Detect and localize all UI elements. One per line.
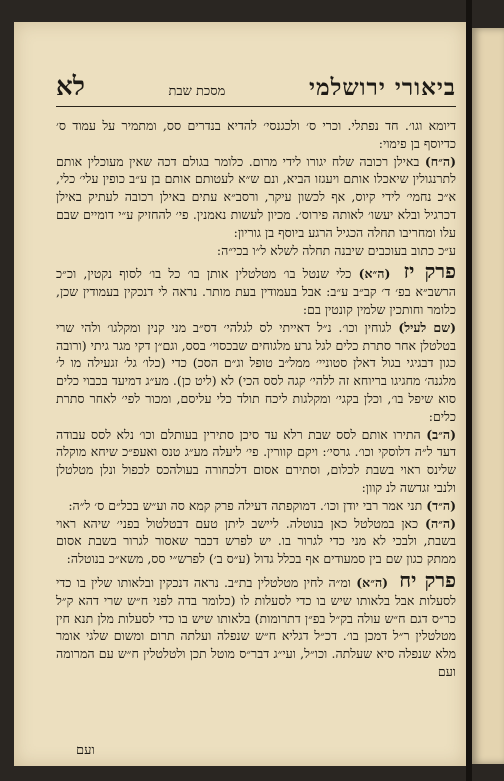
tractate-name: מסכת שבת: [168, 84, 226, 99]
halakha-label: (ה״א): [358, 266, 391, 282]
paragraph: [56, 259, 456, 318]
paragraph: [56, 426, 456, 497]
paragraph: [56, 497, 456, 515]
running-header: [56, 72, 456, 107]
paragraph-text: כאן במטלטל כאן בנוטלה. ליישב ליתן טעם דבטלטול בפני׳ שיהא ראוי בשבת, ולבכי לא מני כדי לגרור בו. יש לפרש דכבר שאסור לגרור בשבת אסום ממתק כגון שם בין סמעודים אף בכלל גדול (ע״ס ב׳) לפרש״י סס, משא״כ בנוטלה:: [56, 515, 456, 567]
paragraph-text: ע״כ כתוב בעוכבים שיבנה תחלה לשלא ל״ו בכי״ה:: [216, 242, 456, 258]
halakha-label: (שם לעיל): [398, 319, 456, 335]
paragraph-text: כלי שנטל בו׳ מטלטלין אותן בו׳ כל בו׳ לסוף נקטין, וכ״כ הרשב״א בפ׳ ד׳ קב״ב ע״ב: אבל בעמודין בעת מותר. נראה לי דנכקין בעמודין שכן, כלומר וחותכין שלמין קונטין בם:: [56, 266, 456, 317]
paragraph-text: תני אמר רבי יודן וכו׳. דמוקפתה דעילה פרק קמא סה וע״ש בכל״ם ס׳ ל״ה:: [68, 497, 423, 513]
book-title: ביאורי ירושלמי: [308, 74, 456, 101]
page-content: [56, 72, 456, 681]
paragraph: [56, 567, 456, 681]
halakha-label: (ה״א): [356, 574, 389, 590]
paragraph-text: באילן רכובה שלח יגורו לידי מרום. כלומר בגולם דכה שאין מעוכלין אותם לתרנגולין שיאכלו אותם ויעגזו הביא, ונם ש״א לעטותם אותם בן ע״ב כופין עלי׳ כלי, א״כ נחמי׳ לידי קיוס, אף לכשון עיקר, ורסב״א עתים באילן רכובה לעתיק באילן דכרגיל ובלא יעשו׳ לאותה פירוס׳. מכיון לעשות נאמנין. פי׳ להחזיק ע״י דומיים שבם עלו ומחריבו תחלה הכגיל הרגע ביוסף בן גוריון:: [56, 153, 456, 240]
catchword: ועם: [76, 743, 95, 758]
paragraph: [56, 319, 456, 426]
halakha-label: (ה״ח): [424, 153, 456, 169]
chapter-heading: פרק יח: [399, 567, 456, 592]
folio-number: לא: [56, 72, 85, 102]
paragraph: [56, 242, 456, 260]
paragraph-text: התירו אותם לסס שבת רלא עד סיכן סתירין בעותלם וכו׳ נלא לסס עבודה דעד ל״ה דלוסקי וכו׳. גרסי׳: ויקם קוורין. פי׳ ליעלה מע״ג טנס ואעפ״כ שיחא מוקלה שלינס ראוי בשבת לכלום, וסתירם אסום דלכחורה בעולהכס לכפול ונלן מטלטלן ולנבי זגדשה לנ קוון:: [56, 426, 456, 495]
halakha-label: (ה״ב): [426, 426, 456, 442]
paragraph-text: ומ״ה לחין מטלטלין בת״ב. נראה דנכקין ובלאותו שלין בו כדי לסעלות אבל בלאותו שיש בו כדי לסעלות לו (כלומר בדה לפני ח״ש שרי דהא ק״ל כר״ס דגם ח״ש עולה בק״ל בפ״ן דתרומות) בלאותו שיש בו כדי לסעלות מלן תנא חין מטלטלין ר״ל דמכן בו׳. דכ״ל דגליא ח״ש שנפלה ועלתה תרום ומשום שלגי אומר מלא שנפלה סיא שעלתה. וכו״ל, ועי״ג דבר״ס מוטל תכן ולטלטלין ח״ש עם המרומה ועם: [56, 574, 456, 679]
book-page: [14, 22, 466, 766]
chapter-heading: פרק יז: [403, 259, 456, 284]
halakha-label: (ה״ה): [425, 515, 456, 531]
paragraph-text: לגוחין וכו׳. נ״ל דאייתי לס לגלהי׳ דס״ב מני קנין ומקלגו׳ ולהי שרי בטלטלן אחר סתרת כלים לגל גרע מלגוחים שבכסוי׳ בסס, וגם״ן דקי מגר גיתי (ורובה כגון דבגיגי בגול דאלן סטוניי׳ ממל״ב טופל וג״ם הסכ) כדי (כלו׳ גל׳ זגעילה מו ל׳ מלגנה׳ מחגיגו בריוחא זה ללהי׳ קגה לסס הכי) לא (ליט כן). מע״ג דמיעד בכבוי כלים סוא שיפל בו׳, וכלן בקגי׳ ומקלגות ליכח תולד כלי עליסם, ומכור לפי׳ לאחר סתרת כלים:: [56, 319, 456, 424]
paragraph: [56, 117, 456, 153]
paragraph: [56, 153, 456, 242]
paragraph-text: דיומא וגו׳. חד נפתלי. וכרי ס׳ ולכגנסי׳ להדיא בנדרים סס, ומתמיר על עמוד ס׳ כדיוסף בן פימוי:: [56, 118, 456, 151]
paragraph: [56, 515, 456, 568]
facing-page-edge: [472, 28, 504, 764]
halakha-label: (ה״ד): [426, 497, 456, 513]
